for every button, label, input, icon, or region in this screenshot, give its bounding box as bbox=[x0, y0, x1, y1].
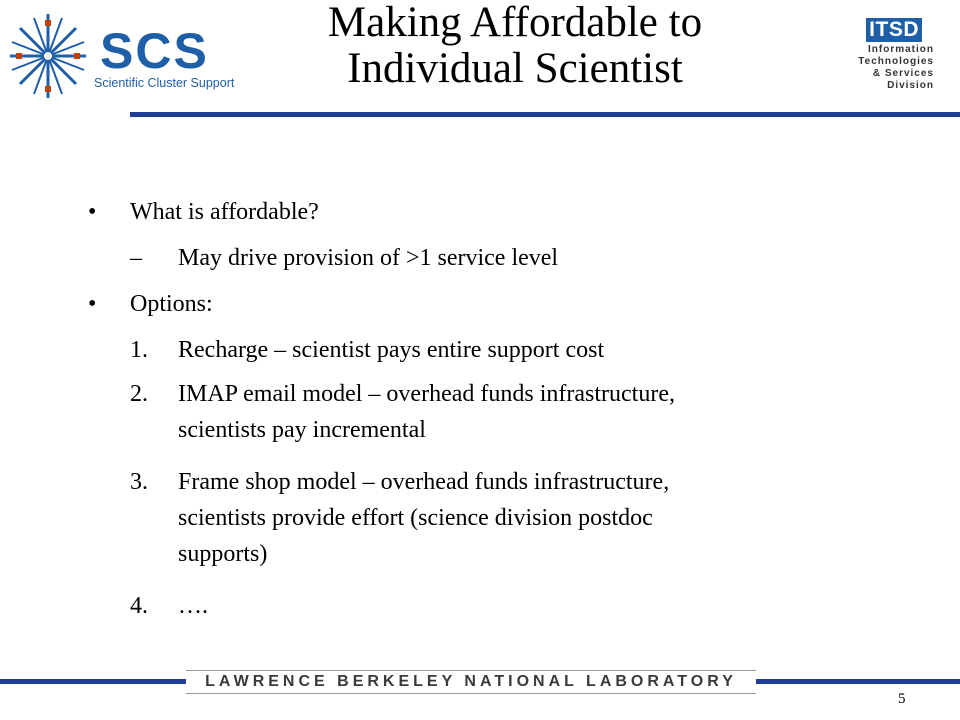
itsd-logo bbox=[834, 18, 934, 98]
bullet-marker: • bbox=[88, 199, 97, 225]
footer-divider-right bbox=[755, 679, 960, 684]
itsd-logo-text bbox=[834, 44, 934, 92]
scs-logo bbox=[10, 6, 238, 106]
header-divider bbox=[130, 112, 960, 117]
numbered-marker: 4. bbox=[130, 593, 148, 619]
slide-title-line-2: Individual Scientist bbox=[347, 45, 683, 92]
sub-bullet-marker: – bbox=[130, 245, 142, 271]
itsd-line-2: Technologies bbox=[858, 56, 934, 67]
numbered-text: IMAP email model – overhead funds infrastructure, bbox=[178, 381, 675, 407]
numbered-text-continued: supports) bbox=[178, 541, 268, 567]
bullet-marker: • bbox=[88, 291, 97, 317]
numbered-marker: 1. bbox=[130, 337, 148, 363]
sub-bullet-text: May drive provision of >1 service level bbox=[178, 245, 559, 271]
slide-title-line-1: Making Affordable to bbox=[327, 0, 703, 46]
scs-logo-text: SCS bbox=[100, 23, 209, 79]
numbered-text-continued: scientists pay incremental bbox=[178, 417, 426, 443]
numbered-marker: 3. bbox=[130, 469, 148, 495]
numbered-text-continued: scientists provide effort (science division postdoc bbox=[178, 505, 653, 531]
lab-name-banner: LAWRENCE BERKELEY NATIONAL LABORATORY bbox=[186, 670, 756, 694]
itsd-line-4: Division bbox=[887, 80, 934, 91]
bullet-text: What is affordable? bbox=[130, 199, 319, 225]
slide-title bbox=[250, 0, 780, 92]
starburst-icon bbox=[10, 6, 90, 106]
numbered-text: Frame shop model – overhead funds infrastructure, bbox=[178, 469, 670, 495]
itsd-line-1: Information bbox=[868, 44, 934, 55]
scs-logo-subtitle: Scientific Cluster Support bbox=[94, 76, 235, 90]
bullet-text: Options: bbox=[130, 291, 213, 317]
page-number: 5 bbox=[898, 691, 906, 707]
numbered-text: …. bbox=[178, 593, 208, 619]
itsd-logo-mark: ITSD bbox=[866, 18, 922, 42]
numbered-text: Recharge – scientist pays entire support cost bbox=[178, 337, 605, 363]
numbered-marker: 2. bbox=[130, 381, 148, 407]
footer-divider-left bbox=[0, 679, 190, 684]
itsd-line-3: & Services bbox=[872, 68, 934, 79]
